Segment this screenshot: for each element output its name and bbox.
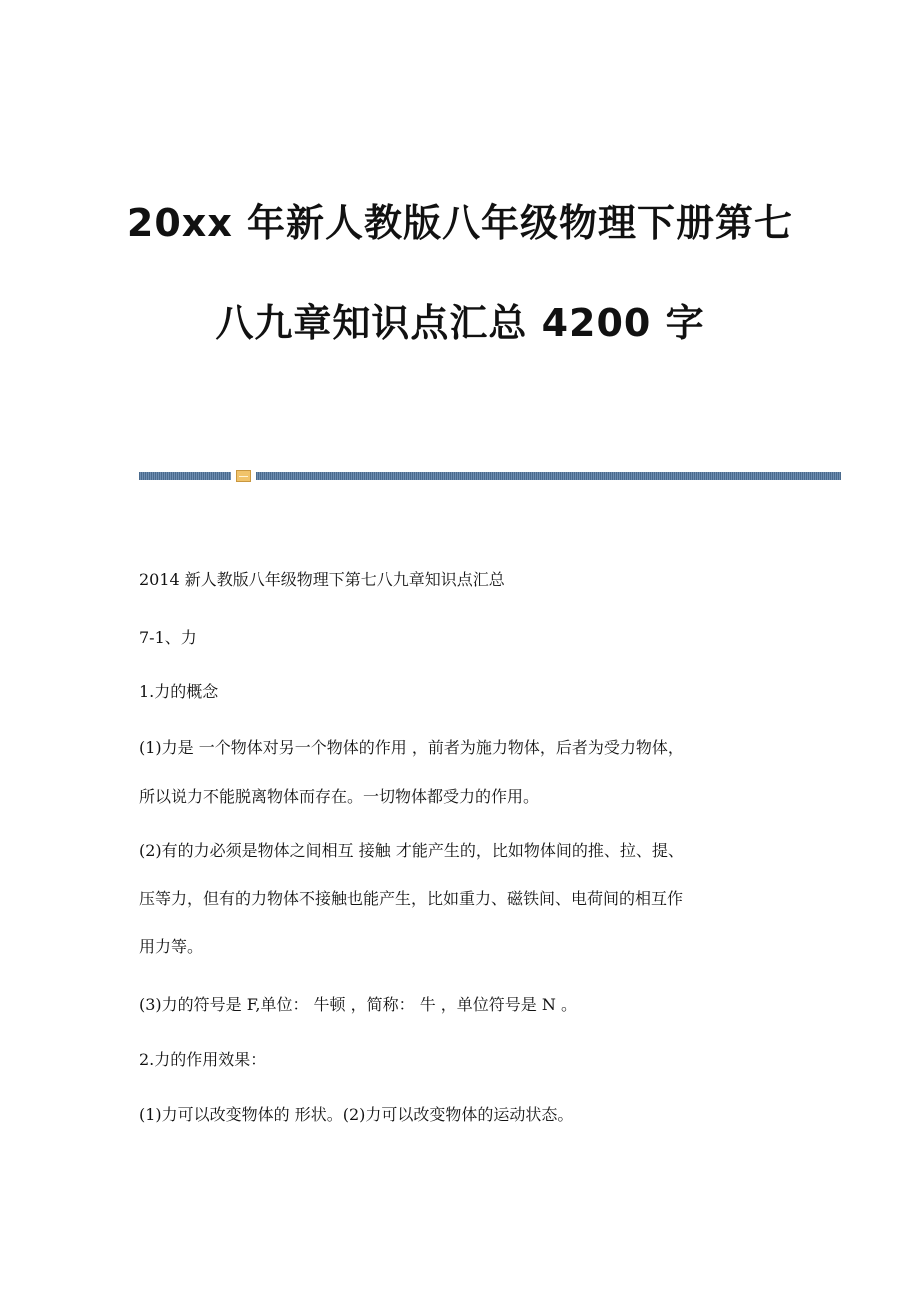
document-title-line-1: 20xx 年新人教版八年级物理下册第七 [126,201,794,245]
decorative-divider [139,470,841,482]
paragraph-line: (2)有的力必须是物体之间相互 接触 才能产生的，比如物体间的推、拉、提、 [139,841,684,860]
section-heading: 7-1、力 [139,628,197,647]
paragraph-line: (3)力的符号是 F,单位： 牛顿 ，简称： 牛 ，单位符号是 N 。 [139,995,577,1014]
subsection-heading: 2.力的作用效果： [139,1050,267,1069]
doc-subtitle: 2014 新人教版八年级物理下第七八九章知识点汇总 [139,570,505,589]
paragraph-line: 用力等。 [139,937,204,956]
paragraph-line: 压等力，但有的力物体不接触也能产生，比如重力、磁铁间、电荷间的相互作 [139,889,684,908]
divider-bar-right [256,472,841,480]
paragraph-line: (1)力可以改变物体的 形状。(2)力可以改变物体的运动状态。 [139,1105,574,1124]
subsection-heading: 1.力的概念 [139,682,219,701]
paragraph-line: (1)力是 一个物体对另一个物体的作用 ，前者为施力物体，后者为受力物体， [139,738,684,757]
envelope-ornament-icon [236,470,251,482]
paragraph-line: 所以说力不能脱离物体而存在。一切物体都受力的作用。 [139,787,540,806]
document-title-line-2: 八九章知识点汇总 4200 字 [215,301,705,345]
divider-bar-left [139,472,231,480]
